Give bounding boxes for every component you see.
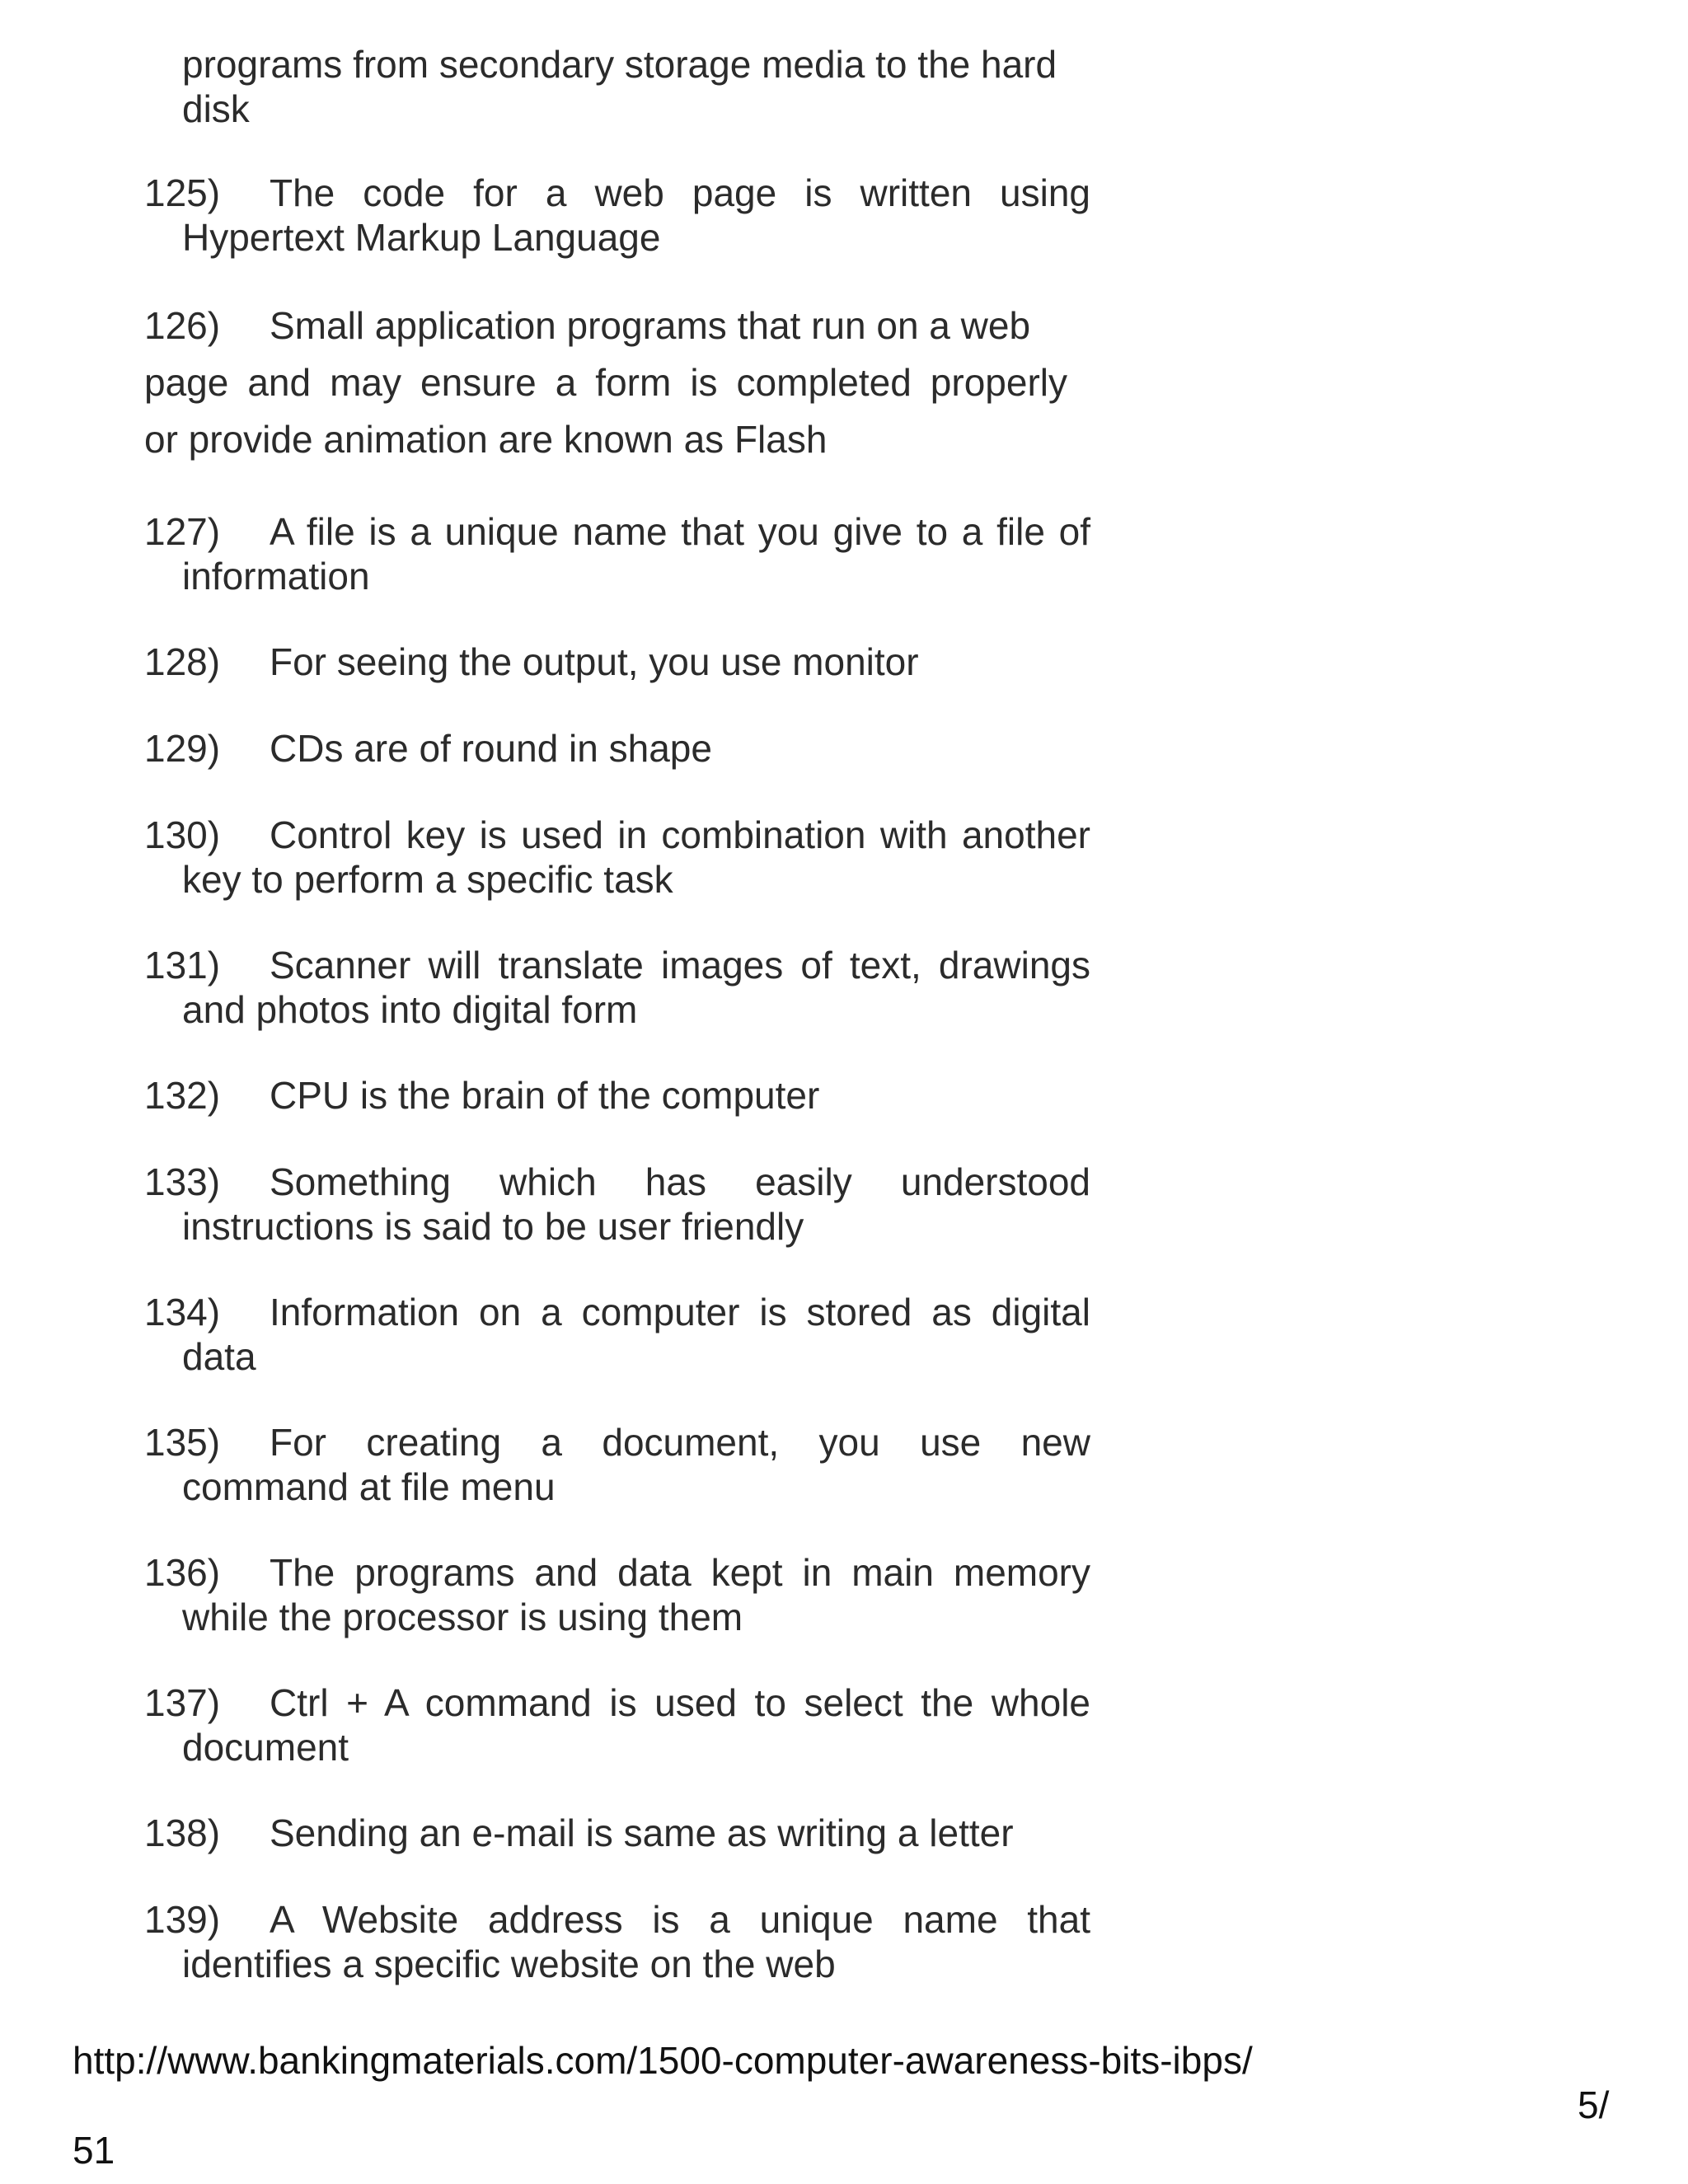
item-number: 128) xyxy=(144,640,221,683)
list-item-136 xyxy=(144,1550,1090,1639)
item-text: For seeing the output, you use monitor xyxy=(270,640,919,683)
item-number: 127) xyxy=(144,510,221,553)
item-number: 133) xyxy=(144,1160,221,1203)
list-item-139 xyxy=(144,1897,1090,1986)
list-item-133 xyxy=(144,1160,1090,1249)
item-text: Ctrl + A command is used to select the whole xyxy=(270,1681,1090,1724)
item-continuation: while the processor is using them xyxy=(182,1596,743,1638)
list-item-138 xyxy=(144,1811,1090,1855)
item-continuation: key to perform a specific task xyxy=(182,858,673,901)
item-number: 139) xyxy=(144,1898,221,1941)
item-text: Control key is used in combination with another xyxy=(270,813,1090,856)
item-text: Scanner will translate images of text, drawings xyxy=(270,944,1090,987)
item-number: 137) xyxy=(144,1681,221,1724)
item-text: A Website address is a unique name that xyxy=(270,1898,1090,1941)
item-text: CPU is the brain of the computer xyxy=(270,1074,820,1117)
continuation-line-1: programs from secondary storage media to the hard xyxy=(182,43,1057,86)
item-text: For creating a document, you use new xyxy=(270,1421,1090,1464)
item-continuation: command at file menu xyxy=(182,1465,556,1508)
item-text: The code for a web page is written using xyxy=(270,171,1090,214)
item-continuation: identifies a specific website on the web xyxy=(182,1943,836,1985)
list-item-126 xyxy=(144,298,1067,468)
item-continuation: document xyxy=(182,1726,349,1769)
item-text: Sending an e-mail is same as writing a letter xyxy=(270,1811,1014,1854)
list-item-128 xyxy=(144,640,1090,684)
item-continuation: instructions is said to be user friendly xyxy=(182,1205,804,1248)
item-continuation: information xyxy=(182,555,370,598)
list-item-132 xyxy=(144,1073,1090,1118)
item-continuation: data xyxy=(182,1335,256,1378)
list-item-137 xyxy=(144,1680,1090,1769)
item-number: 132) xyxy=(144,1074,221,1117)
list-item-125 xyxy=(144,171,1090,260)
item-text: CDs are of round in shape xyxy=(270,727,712,770)
item-number: 129) xyxy=(144,727,221,770)
list-item-127 xyxy=(144,509,1090,598)
item-number: 134) xyxy=(144,1291,221,1333)
footer-source-url: http://www.bankingmaterials.com/1500-computer-awareness-bits-ibps/ xyxy=(73,2039,1253,2082)
list-item-130 xyxy=(144,813,1090,902)
item-number: 136) xyxy=(144,1551,221,1594)
item-text: Something which has easily understood xyxy=(270,1160,1090,1203)
item-number: 135) xyxy=(144,1421,221,1464)
item-text: A file is a unique name that you give to a file of xyxy=(270,510,1090,553)
item-number: 130) xyxy=(144,813,221,856)
item-number: 131) xyxy=(144,944,221,987)
page-number-total: 51 xyxy=(73,2129,115,2172)
item-continuation: Hypertext Markup Language xyxy=(182,216,661,259)
item-number: 126) xyxy=(144,304,221,347)
item-number: 138) xyxy=(144,1811,221,1854)
continuation-line-2: disk xyxy=(182,87,250,130)
item-number: 125) xyxy=(144,171,221,214)
list-item-134 xyxy=(144,1290,1090,1379)
item-text-line-3: or provide animation are known as Flash xyxy=(144,418,828,461)
item-text: Information on a computer is stored as digital xyxy=(270,1291,1090,1333)
item-text: Small application programs that run on a web xyxy=(270,304,1031,347)
list-item-135 xyxy=(144,1420,1090,1509)
item-continuation: and photos into digital form xyxy=(182,988,638,1031)
item-text: The programs and data kept in main memory xyxy=(270,1551,1090,1594)
page-number-current: 5/ xyxy=(1578,2083,1610,2126)
list-item-129 xyxy=(144,726,1090,771)
item-text-line-2: page and may ensure a form is completed properly xyxy=(144,361,1067,404)
list-item-131 xyxy=(144,943,1090,1032)
